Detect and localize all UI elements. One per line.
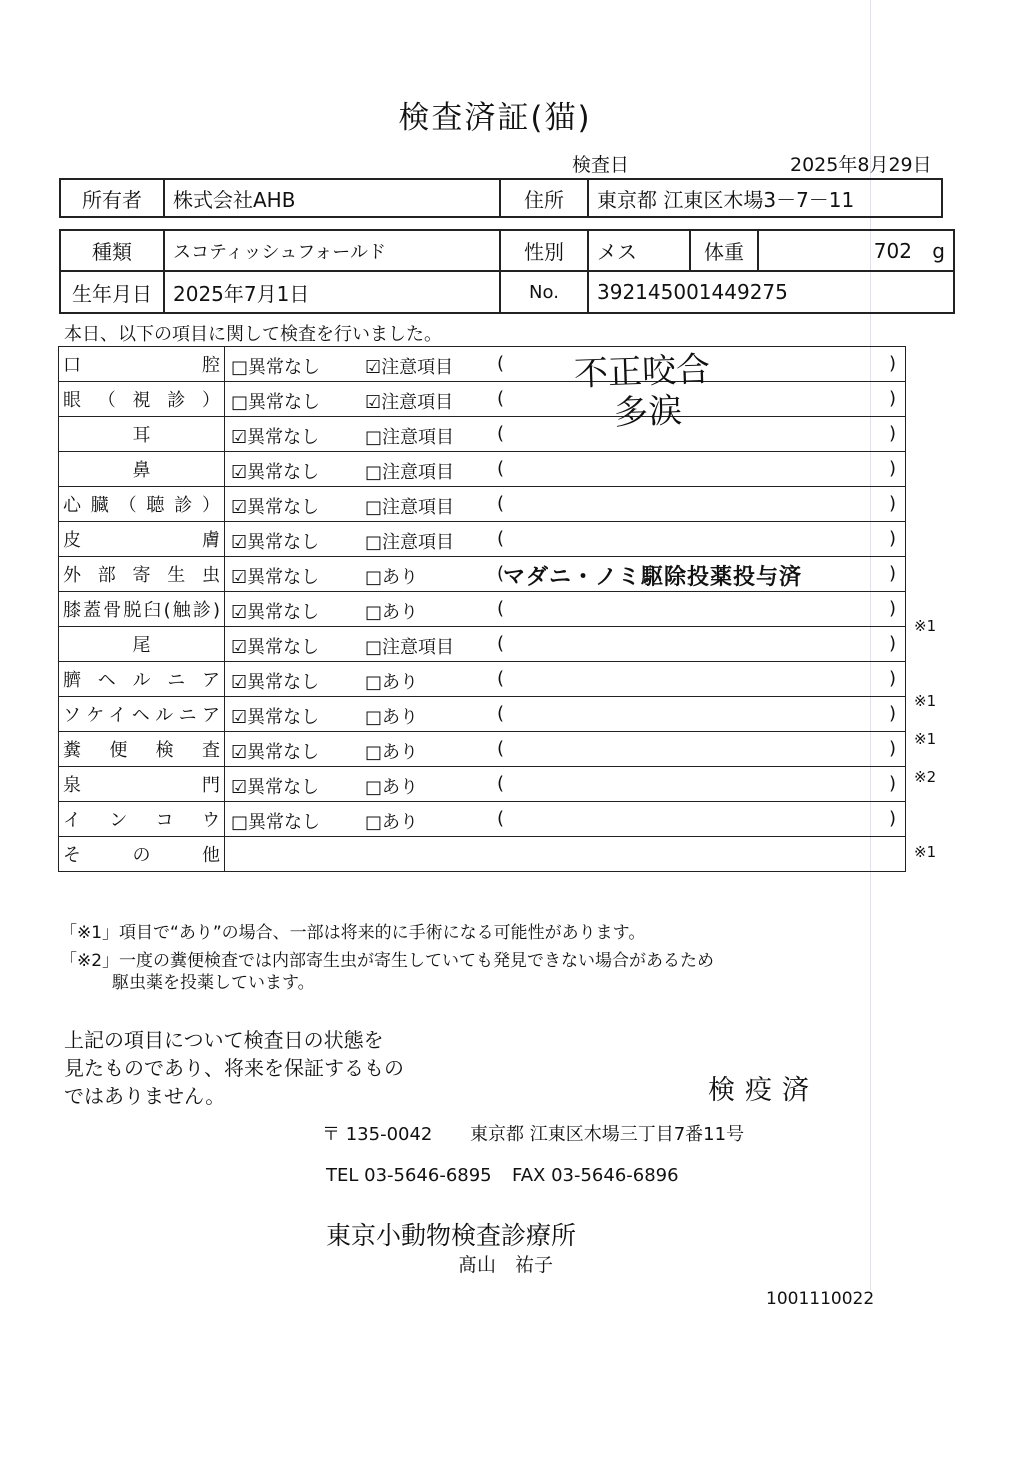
item-name: 口 腔 bbox=[63, 355, 220, 376]
attention-checkbox: □注意項目 bbox=[365, 497, 455, 518]
close-paren: ) bbox=[889, 738, 897, 759]
close-paren: ) bbox=[889, 808, 897, 829]
footnote-3: 駆虫薬を投薬しています。 bbox=[112, 973, 315, 993]
item-name: 糞便検査 bbox=[63, 740, 220, 761]
attention-checkbox: □注意項目 bbox=[365, 532, 455, 553]
close-paren: ) bbox=[889, 493, 897, 514]
item-options-cell bbox=[225, 627, 906, 662]
item-name: 鼻 bbox=[132, 460, 151, 481]
no-abnormality-checkbox: ☑異常なし bbox=[231, 602, 320, 623]
breed-label: 種類 bbox=[60, 230, 164, 271]
item-options-cell bbox=[225, 347, 906, 382]
inspection-row bbox=[59, 732, 906, 767]
footnote-mark: ※1 bbox=[914, 692, 937, 711]
close-paren: ) bbox=[889, 598, 897, 619]
clinic-address: 東京都 江東区木場三丁目7番11号 bbox=[470, 1124, 745, 1145]
no-abnormality-checkbox: □異常なし bbox=[231, 392, 321, 413]
item-name-cell bbox=[59, 522, 225, 557]
item-options-cell bbox=[225, 662, 906, 697]
attention-checkbox: ☑注意項目 bbox=[365, 392, 454, 413]
no-abnormality-checkbox: ☑異常なし bbox=[231, 427, 320, 448]
item-options-cell bbox=[225, 802, 906, 837]
address-label: 住所 bbox=[500, 179, 588, 217]
open-paren: ( bbox=[497, 493, 505, 514]
exam-date-label: 検査日 bbox=[572, 154, 630, 176]
sex-value: メス bbox=[588, 230, 690, 271]
intro-text: 本日、以下の項目に関して検査を行いました。 bbox=[64, 324, 442, 345]
no-abnormality-checkbox: ☑異常なし bbox=[231, 777, 320, 798]
no-abnormality-checkbox: ☑異常なし bbox=[231, 672, 320, 693]
inspection-row bbox=[59, 627, 906, 662]
no-abnormality-checkbox: ☑異常なし bbox=[231, 567, 320, 588]
inspection-row bbox=[59, 347, 906, 382]
close-paren: ) bbox=[889, 388, 897, 409]
inspection-row bbox=[59, 662, 906, 697]
item-name: インコウ bbox=[63, 810, 220, 831]
item-options-cell bbox=[225, 592, 906, 627]
item-name: 臍ヘルニア bbox=[63, 670, 220, 691]
item-name-cell bbox=[59, 347, 225, 382]
item-options-cell bbox=[225, 697, 906, 732]
owner-label: 所有者 bbox=[60, 179, 164, 217]
no-abnormality-checkbox: ☑異常なし bbox=[231, 742, 320, 763]
item-options-cell bbox=[225, 452, 906, 487]
open-paren: ( bbox=[497, 633, 505, 654]
other-label-cell bbox=[59, 837, 225, 872]
other-value-cell bbox=[225, 837, 906, 872]
no-value: 392145001449275 bbox=[588, 271, 954, 313]
breed-value: スコティッシュフォールド bbox=[164, 230, 500, 271]
clinic-tel: TEL 03-5646-6895 bbox=[326, 1165, 492, 1186]
attention-checkbox: □注意項目 bbox=[365, 637, 455, 658]
attention-checkbox: □あり bbox=[365, 602, 419, 623]
dob-value: 2025年7月1日 bbox=[164, 271, 500, 313]
exam-date-value: 2025年8月29日 bbox=[790, 154, 932, 176]
item-options-cell bbox=[225, 382, 906, 417]
close-paren: ) bbox=[889, 423, 897, 444]
item-name: 皮 膚 bbox=[63, 530, 220, 551]
item-options-cell bbox=[225, 487, 906, 522]
open-paren: ( bbox=[497, 808, 505, 829]
attention-checkbox: ☑注意項目 bbox=[365, 357, 454, 378]
dob-label: 生年月日 bbox=[60, 271, 164, 313]
weight-unit: g bbox=[932, 238, 945, 263]
close-paren: ) bbox=[889, 773, 897, 794]
open-paren: ( bbox=[497, 773, 505, 794]
quarantine-stamp: 検疫済 bbox=[708, 1075, 819, 1106]
footnote-2: 「※2」一度の糞便検査では内部寄生虫が寄生していても発見できない場合があるため bbox=[60, 951, 715, 971]
attention-checkbox: □あり bbox=[365, 777, 419, 798]
item-options-cell bbox=[225, 767, 906, 802]
inspector-name: 髙山 祐子 bbox=[458, 1254, 554, 1276]
close-paren: ) bbox=[889, 633, 897, 654]
footnote-mark: ※2 bbox=[914, 767, 937, 786]
weight-cell bbox=[758, 230, 954, 271]
item-name: 膝蓋骨脱臼(触診) bbox=[63, 600, 220, 621]
inspection-row bbox=[59, 802, 906, 837]
address-value: 東京都 江東区木場3－7－11 bbox=[588, 179, 942, 217]
no-abnormality-checkbox: ☑異常なし bbox=[231, 497, 320, 518]
item-name-cell bbox=[59, 592, 225, 627]
open-paren: ( bbox=[497, 668, 505, 689]
item-name-cell bbox=[59, 627, 225, 662]
item-note: マダニ・ノミ駆除投薬投与済 bbox=[503, 565, 803, 590]
attention-checkbox: □注意項目 bbox=[365, 427, 455, 448]
close-paren: ) bbox=[889, 703, 897, 724]
open-paren: ( bbox=[497, 353, 505, 374]
other-label: その他 bbox=[63, 845, 220, 866]
no-abnormality-checkbox: □異常なし bbox=[231, 357, 321, 378]
no-abnormality-checkbox: ☑異常なし bbox=[231, 462, 320, 483]
item-name: 外部寄生虫 bbox=[63, 565, 220, 586]
weight-label: 体重 bbox=[690, 230, 758, 271]
open-paren: ( bbox=[497, 458, 505, 479]
open-paren: ( bbox=[497, 388, 505, 409]
inspection-row bbox=[59, 592, 906, 627]
item-name-cell bbox=[59, 767, 225, 802]
owner-value: 株式会社AHB bbox=[164, 179, 500, 217]
item-name-cell bbox=[59, 487, 225, 522]
no-abnormality-checkbox: ☑異常なし bbox=[231, 637, 320, 658]
item-name-cell bbox=[59, 662, 225, 697]
no-abnormality-checkbox: ☑異常なし bbox=[231, 532, 320, 553]
close-paren: ) bbox=[889, 458, 897, 479]
inspection-row bbox=[59, 452, 906, 487]
footnote-1: 「※1」項目で“あり”の場合、一部は将来的に手術になる可能性があります。 bbox=[60, 923, 646, 943]
attention-checkbox: □注意項目 bbox=[365, 462, 455, 483]
item-name-cell bbox=[59, 697, 225, 732]
open-paren: ( bbox=[497, 423, 505, 444]
inspection-table bbox=[58, 346, 906, 872]
close-paren: ) bbox=[889, 668, 897, 689]
item-options-cell bbox=[225, 522, 906, 557]
footnote-mark: ※1 bbox=[914, 730, 937, 748]
item-name: 心臓（聴診） bbox=[63, 495, 220, 516]
item-name: 眼（視診） bbox=[63, 390, 220, 411]
document-title: 検査済証(猫) bbox=[398, 100, 592, 136]
open-paren: ( bbox=[497, 738, 505, 759]
no-abnormality-checkbox: ☑異常なし bbox=[231, 707, 320, 728]
item-options-cell bbox=[225, 732, 906, 767]
inspection-row bbox=[59, 487, 906, 522]
item-name: 尾 bbox=[132, 635, 151, 656]
pet-table bbox=[59, 229, 955, 314]
no-abnormality-checkbox: □異常なし bbox=[231, 812, 321, 833]
weight-value: 702 bbox=[873, 238, 912, 263]
attention-checkbox: □あり bbox=[365, 812, 419, 833]
attention-checkbox: □あり bbox=[365, 742, 419, 763]
clinic-fax: FAX 03-5646-6896 bbox=[512, 1165, 679, 1186]
item-name: 泉 門 bbox=[63, 775, 220, 796]
inspection-row bbox=[59, 697, 906, 732]
postal-code: 〒 135-0042 bbox=[322, 1124, 433, 1145]
attention-checkbox: □あり bbox=[365, 567, 419, 588]
open-paren: ( bbox=[497, 703, 505, 724]
item-name-cell bbox=[59, 417, 225, 452]
close-paren: ) bbox=[889, 353, 897, 374]
open-paren: ( bbox=[497, 528, 505, 549]
item-options-cell bbox=[225, 557, 906, 592]
inspection-row bbox=[59, 417, 906, 452]
inspection-row bbox=[59, 767, 906, 802]
sex-label: 性別 bbox=[500, 230, 588, 271]
item-name-cell bbox=[59, 382, 225, 417]
serial-number: 1001110022 bbox=[766, 1289, 875, 1309]
item-name-cell bbox=[59, 557, 225, 592]
inspection-row bbox=[59, 557, 906, 592]
inspection-row bbox=[59, 522, 906, 557]
handwritten-mouth-note: 不正咬合 bbox=[573, 349, 711, 395]
footnote-mark: ※1 bbox=[914, 842, 937, 861]
item-name: ソケイヘルニア bbox=[63, 705, 220, 726]
attention-checkbox: □あり bbox=[365, 707, 419, 728]
item-name: 耳 bbox=[132, 425, 151, 446]
no-label: No. bbox=[500, 271, 588, 313]
open-paren: ( bbox=[497, 598, 505, 619]
inspection-row bbox=[59, 382, 906, 417]
clinic-name: 東京小動物検査診療所 bbox=[326, 1221, 577, 1250]
item-options-cell bbox=[225, 417, 906, 452]
open-paren: ( bbox=[497, 563, 505, 584]
statement-line-1: 上記の項目について検査日の状態を bbox=[64, 1028, 384, 1052]
statement-line-2: 見たものであり、将来を保証するもの bbox=[64, 1056, 404, 1080]
item-name-cell bbox=[59, 452, 225, 487]
item-name-cell bbox=[59, 802, 225, 837]
statement-line-3: ではありません。 bbox=[64, 1084, 226, 1108]
item-name-cell bbox=[59, 732, 225, 767]
attention-checkbox: □あり bbox=[365, 672, 419, 693]
footnote-mark: ※1 bbox=[914, 617, 937, 636]
handwritten-eye-note: 多涙 bbox=[613, 390, 683, 434]
close-paren: ) bbox=[889, 563, 897, 584]
owner-table bbox=[59, 178, 943, 218]
close-paren: ) bbox=[889, 528, 897, 549]
